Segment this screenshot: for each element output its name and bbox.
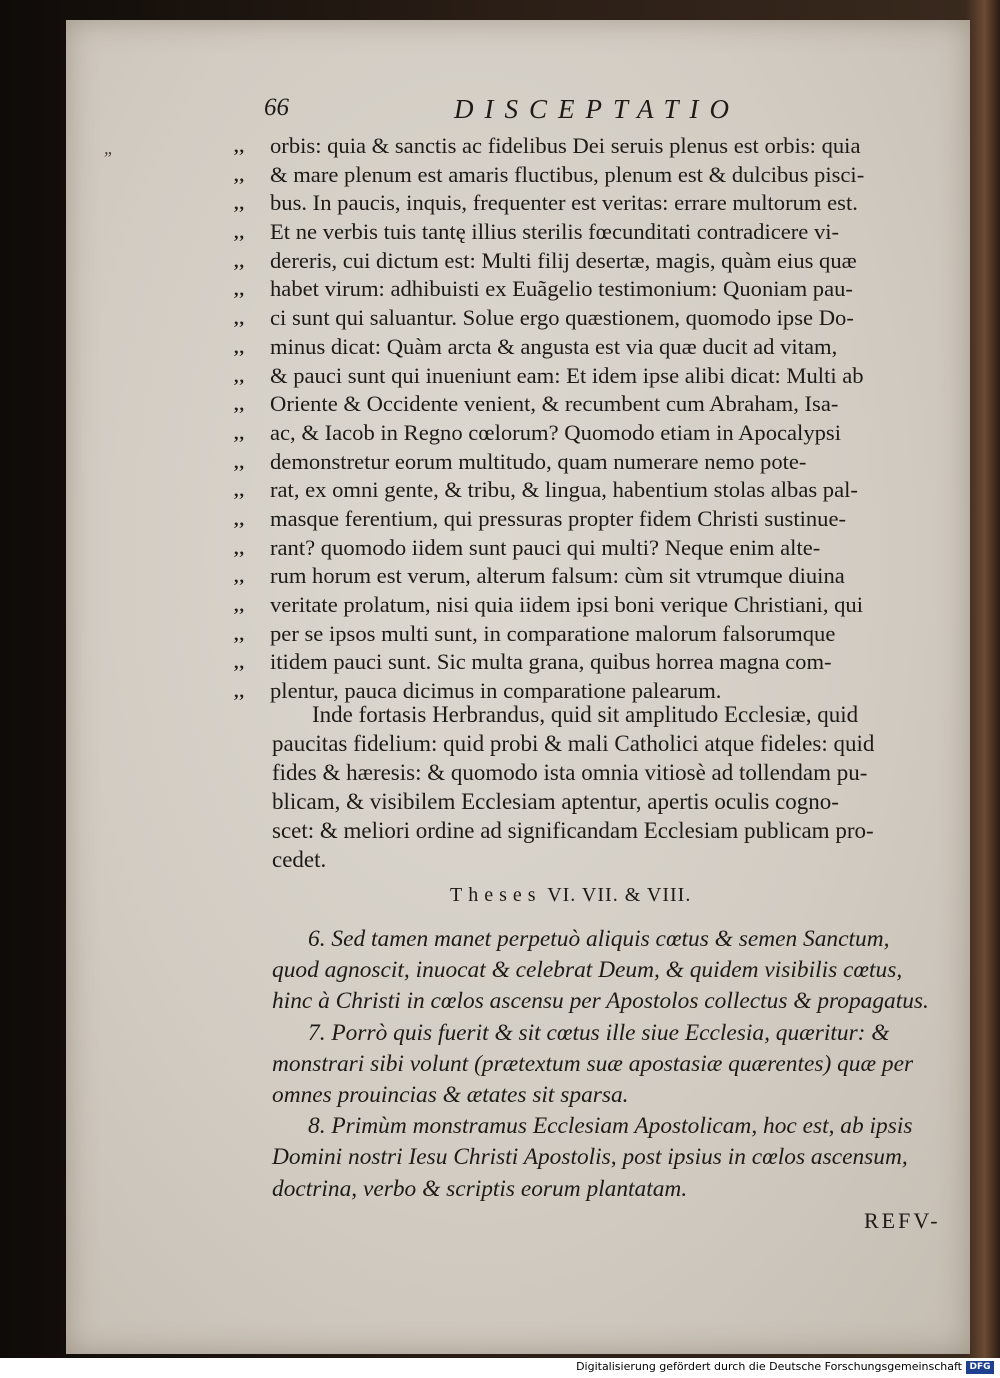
quoted-line <box>234 534 954 563</box>
quotation-mark: ,, <box>234 566 245 587</box>
quotation-mark: ,, <box>234 193 245 214</box>
quotation-mark: ,, <box>234 422 245 443</box>
commentary-line: scet: & meliori ordine ad significandam Ecclesiam publicam pro- <box>272 818 874 843</box>
quotation-mark: ,, <box>234 394 245 415</box>
theses-text <box>272 924 972 1205</box>
quoted-line-text: plentur, pauca dicimus in comparatione palearum. <box>270 678 722 704</box>
quoted-line <box>234 161 954 190</box>
commentary-line: fides & hæresis: & quomodo ista omnia vitiosè ad tollendam pu- <box>272 760 868 785</box>
thesis-line: 6. Sed tamen manet perpetuò aliquis cœtus & semen Sanctum, <box>308 926 890 952</box>
quotation-mark: ,, <box>234 681 245 702</box>
quoted-line-text: bus. In paucis, inquis, frequenter est veritas: errare multorum est. <box>270 190 858 216</box>
quoted-line-text: itidem pauci sunt. Sic multa grana, quibus horrea magna com- <box>270 649 832 675</box>
quoted-line <box>234 275 954 304</box>
quotation-mark: ,, <box>234 164 245 185</box>
commentary-line: blicam, & visibilem Ecclesiam aptentur, apertis oculis cogno- <box>272 789 839 814</box>
commentary-line: paucitas fidelium: quid probi & mali Catholici atque fideles: quid <box>272 731 875 756</box>
quotation-mark: ,, <box>234 365 245 386</box>
quoted-line-text: demonstretur eorum multitudo, quam numerare nemo pote- <box>270 448 807 474</box>
page-number: 66 <box>264 94 289 121</box>
digitization-credit-bar <box>0 1358 1000 1378</box>
quotation-mark: ,, <box>234 623 245 644</box>
quoted-line <box>234 390 954 419</box>
commentary-paragraph <box>272 700 962 874</box>
quoted-line <box>234 304 954 333</box>
quoted-line-text: per se ipsos multi sunt, in comparatione malorum falsorumque <box>270 620 836 646</box>
quoted-passage <box>234 132 954 706</box>
quotation-mark: ,, <box>234 136 245 156</box>
quotation-mark: ,, <box>234 336 245 357</box>
quoted-line <box>234 620 954 649</box>
credit-text: Digitalisierung gefördert durch die Deutsche Forschungsgemeinschaft <box>576 1360 962 1373</box>
quoted-line-text: veritate prolatum, nisi quia iidem ipsi boni verique Christiani, qui <box>270 592 863 617</box>
quoted-line-text: rum horum est verum, alterum falsum: cùm sit vtrumque diuina <box>270 563 845 589</box>
quoted-line <box>234 505 954 534</box>
quoted-line-text: ac, & Iacob in Regno cœlorum? Quomodo etiam in Apocalypsi <box>270 419 841 445</box>
quoted-line-text: rant? quomodo iidem sunt pauci qui multi? Neque enim alte- <box>270 534 821 560</box>
quotation-mark: ,, <box>234 308 245 329</box>
quoted-line <box>234 218 954 247</box>
quotation-mark: ,, <box>234 652 245 673</box>
quoted-line <box>234 189 954 218</box>
quoted-line-text: Et ne verbis tuis tantę illius sterilis fœcunditati contradicere vi- <box>270 219 840 245</box>
quotation-mark: ,, <box>234 451 245 472</box>
quoted-line-text: & mare plenum est amaris fluctibus, plenum est & dulcibus pisci- <box>270 161 865 187</box>
quoted-line <box>234 562 954 591</box>
running-title: DISCEPTATIO <box>454 94 740 124</box>
quoted-line <box>234 333 954 362</box>
quotation-mark: ,, <box>234 537 245 558</box>
quoted-line <box>234 362 954 391</box>
thesis-line: doctrina, verbo & scriptis eorum plantatam. <box>272 1175 688 1202</box>
quoted-line <box>234 648 954 677</box>
quoted-line <box>234 419 954 448</box>
commentary-line: cedet. <box>272 847 327 872</box>
thesis-line: monstrari sibi volunt (prætextum suæ apostasiæ quærentes) quæ per <box>272 1050 914 1077</box>
quoted-line-text: dereris, cui dictum est: Multi filij desertæ, magis, quàm eius quæ <box>270 247 857 273</box>
quotation-mark: ,, <box>234 508 245 529</box>
quoted-line-text: & pauci sunt qui inueniunt eam: Et idem ipse alibi dicat: Multi ab <box>270 362 864 388</box>
quoted-line-text: rat, ex omni gente, & tribu, & lingua, habentium stolas albas pal- <box>270 477 858 503</box>
quoted-line-text: ci sunt qui saluantur. Solue ergo quæstionem, quomodo ipse Do- <box>270 305 854 331</box>
thesis-line: Domini nostri Iesu Christi Apostolis, post ipsius in cœlos ascensum, <box>272 1144 908 1171</box>
quoted-line <box>234 132 954 161</box>
thesis-line: quod agnoscit, inuocat & celebrat Deum, & quidem visibilis cœtus, <box>272 957 903 984</box>
quotation-mark: ,, <box>234 222 245 243</box>
quoted-line <box>234 476 954 505</box>
commentary-line: Inde fortasis Herbrandus, quid sit amplitudo Ecclesiæ, quid <box>312 702 859 727</box>
thesis-line: 8. Primùm monstramus Ecclesiam Apostolicam, hoc est, ab ipsis <box>308 1113 913 1140</box>
theses-heading-numbers: VI. VII. & VIII. <box>547 884 692 906</box>
theses-heading <box>450 884 691 907</box>
running-head <box>264 94 864 128</box>
quoted-line <box>234 247 954 276</box>
catchword: REFV- <box>864 1208 941 1233</box>
quoted-line-text: masque ferentium, qui pressuras propter fidem Christi sustinue- <box>270 505 847 531</box>
quotation-mark: ,, <box>234 279 245 300</box>
book-page <box>66 20 970 1354</box>
quotation-mark: ,, <box>234 480 245 501</box>
quoted-line-text: habet virum: adhibuisti ex Euãgelio testimonium: Quoniam pau- <box>270 276 853 302</box>
quoted-line <box>234 448 954 477</box>
quoted-line-text: orbis: quia & sanctis ac fidelibus Dei seruis plenus est orbis: quia <box>270 133 861 158</box>
quotation-mark: ,, <box>234 250 245 271</box>
thesis-line: hinc à Christi in cœlos ascensu per Apostolos collectus & propagatus. <box>272 988 929 1015</box>
quoted-line-text: Oriente & Occidente venient, & recumbent cum Abraham, Isa- <box>270 391 839 417</box>
dfg-logo: DFG <box>966 1361 994 1374</box>
margin-note: ” <box>102 148 113 168</box>
thesis-line: 7. Porrò quis fuerit & sit cœtus ille siue Ecclesia, quæritur: & <box>308 1019 890 1046</box>
thesis-line: omnes prouincias & ætates sit sparsa. <box>272 1081 629 1108</box>
quoted-line <box>234 591 954 620</box>
theses-heading-label: Theses <box>450 884 542 906</box>
quoted-line-text: minus dicat: Quàm arcta & angusta est via quæ ducit ad vitam, <box>270 333 838 359</box>
quotation-mark: ,, <box>234 595 245 615</box>
